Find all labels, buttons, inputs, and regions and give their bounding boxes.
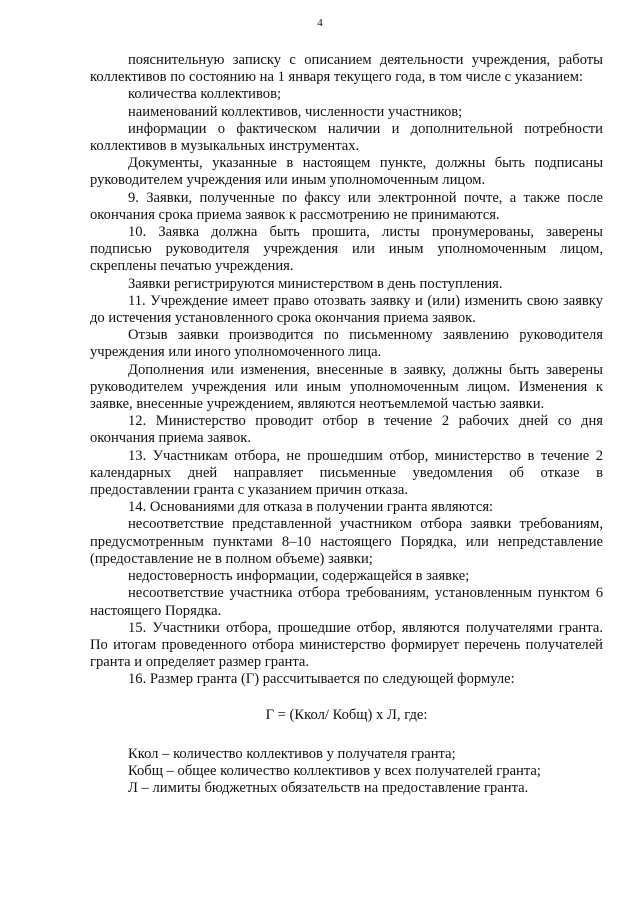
paragraph-item-11: 11. Учреждение имеет право отозвать заявку и (или) изменить свою заявку до истечения установленного срока окончания приема заявок. — [90, 292, 603, 327]
paragraph-registration: Заявки регистрируются министерством в день поступления. — [128, 275, 503, 292]
paragraph-item-12: 12. Министерство проводит отбор в течение 2 рабочих дней со дня окончания приема заявок. — [90, 413, 603, 447]
paragraph-item-10: 10. Заявка должна быть прошита, листы пронумерованы, заверены подписью руководителя учреждения или иным уполномоченным лицом, скреплены печатью учреждения. — [90, 224, 603, 275]
list-item-instruments-info: информации о фактическом наличии и дополнительной потребности коллективов в музыкальных инструментах. — [90, 120, 603, 155]
paragraph-item-16: 16. Размер гранта (Г) рассчитывается по следующей формуле: — [128, 671, 515, 688]
paragraph-item-9: 9. Заявки, полученные по факсу или электронной почте, а также после окончания срока приема заявок к рассмотрению не принимаются. — [90, 189, 603, 223]
paragraph-explanatory-note: пояснительную записку с описанием деятельности учреждения, работы коллективов по состоянию на 1 января текущего года, в том числе с указанием: — [90, 52, 603, 86]
page-number: 4 — [317, 17, 323, 29]
paragraph-documents-signed: Документы, указанные в настоящем пункте, должны быть подписаны руководителем учреждения или иным уполномоченным лицом. — [90, 155, 603, 189]
list-item-unreliable-info: недостоверность информации, содержащейся в заявке; — [128, 568, 470, 585]
definition-kkol: Ккол – количество коллективов у получателя гранта; — [128, 745, 456, 762]
grant-formula: Г = (Ккол/ Кобщ) х Л, где: — [265, 706, 428, 723]
definition-l: Л – лимиты бюджетных обязательств на предоставление гранта. — [128, 780, 529, 797]
list-item-nonconformity-participant: несоответствие участника отбора требованиям, установленным пунктом 6 настоящего Порядка. — [90, 585, 603, 619]
definition-kobsh: Кобщ – общее количество коллективов у всех получателей гранта; — [128, 762, 541, 779]
paragraph-withdrawal: Отзыв заявки производится по письменному заявлению руководителя учреждения или иного уполномоченного лица. — [90, 327, 603, 361]
paragraph-item-13: 13. Участникам отбора, не прошедшим отбор, министерство в течение 2 календарных дней направляет письменные уведомления об отказе в предоставлении гранта с указанием причин отказа. — [90, 447, 603, 499]
list-item-collective-count: количества коллективов; — [128, 86, 282, 103]
paragraph-item-15: 15. Участники отбора, прошедшие отбор, являются получателями гранта. По итогам проведенного отбора министерство формирует перечень получателей гранта и определяет размер гранта. — [90, 619, 603, 671]
paragraph-item-14: 14. Основаниями для отказа в получении гранта являются: — [128, 499, 494, 516]
list-item-nonconformity-application: несоответствие представленной участником отбора заявки требованиям, предусмотренным пунктами 8–10 настоящего Порядка, или непредставление (предоставление не в полном объеме) заявки; — [90, 516, 603, 567]
paragraph-amendments: Дополнения или изменения, внесенные в заявку, должны быть заверены руководителем учреждения или иным уполномоченным лицом. Изменения к заявке, внесенные учреждением, являются неотъемлемой частью заявки. — [90, 361, 603, 413]
list-item-collective-names: наименований коллективов, численности участников; — [128, 103, 463, 120]
document-body — [90, 52, 603, 797]
